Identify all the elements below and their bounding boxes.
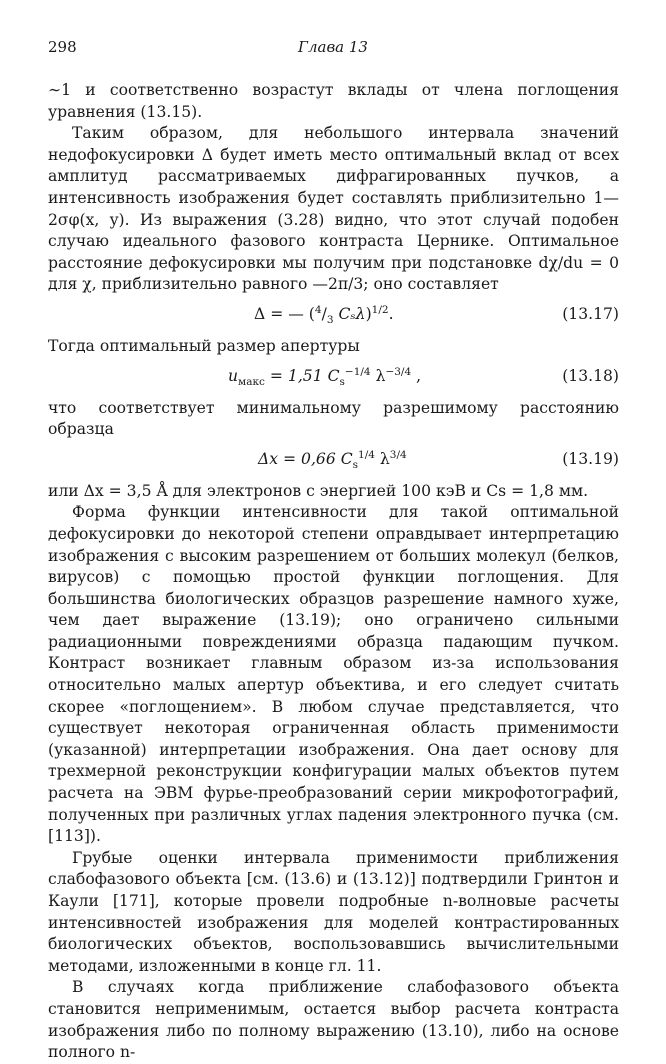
formula-lhs: Δx — [258, 449, 279, 468]
formula-13-18 — [48, 358, 619, 398]
c-exponent: −1/4 — [344, 365, 371, 378]
fraction-denominator: 3 — [326, 314, 334, 327]
running-head: Глава 13 — [298, 38, 368, 56]
formula-13-19 — [48, 441, 619, 481]
paragraph-cases: В случаях когда приближение слабофазового объекта становится неприменимым, остается выбор расчета контраста изображения либо по полному выражению (13.10), либо на основе полного n- — [48, 978, 619, 1062]
c-subscript: s — [352, 458, 359, 471]
formula-expression — [258, 449, 407, 471]
formula-lhs: Δ = — — [254, 304, 304, 323]
paragraph-aperture: Тогда оптимальный размер апертуры — [48, 336, 360, 355]
formula-lhs: u — [228, 366, 239, 385]
formula-tail: . — [388, 304, 394, 323]
formula-body: Cₛλ — [338, 304, 366, 323]
paragraph-continued: ∼1 и соответственно возрастут вклады от члена поглощения уравнения (13.15). — [48, 81, 619, 121]
formula-expression: Δ = — ($^4/_3$ Cₛλ)$^{1/2}$. — [254, 303, 394, 327]
fraction-numerator: 4 — [314, 303, 322, 316]
lambda: λ — [370, 366, 386, 385]
page-number: 298 — [48, 38, 77, 56]
equation-number: (13.18) — [562, 366, 619, 385]
c-exponent: 1/4 — [358, 448, 375, 461]
formula-lhs-sub: макс — [238, 375, 265, 388]
paragraph-defocus: Таким образом, для небольшого интервала значений недофокусировки Δ будет иметь место оптимальный вклад от всех амплитуд рассматриваемых дифрагированных пучков, а интенсивность изображения будет составлять приблизительно 1—2σφ(x, y). Из выражения (3.28) видно, что этот случай подобен случаю идеального фазового контраста Цернике. Оптимальное расстояние дефокусировки мы получим при подстановке dχ/du = 0 для χ, приблизительно равного —2π/3; оно составляет — [48, 124, 619, 294]
c-subscript: s — [339, 375, 345, 388]
body-text — [48, 80, 619, 1064]
formula-13-17 — [48, 296, 619, 336]
lambda-exponent: 3/4 — [389, 448, 407, 461]
lambda: λ — [374, 449, 390, 468]
paragraph-resolution: что соответствует минимальному разрешимому расстоянию образца — [48, 398, 619, 439]
paragraph-intensity: Форма функции интенсивности для такой оптимальной дефокусировки до некоторой степени оправдывает интерпретацию изображения с высоким разрешением от больших молекул (белков, вирусов) с помощью простой функции поглощения. Для большинства биологических образцов разрешение намного хуже, чем дает выражение (13.19); оно ограничено сильными радиационными повреждениями образца падающим пучком. Контраст возникает главным образом из-за использования относительно малых апертур объектива, и его следует считать скорее «поглощением». В любом случае представляется, что существует некоторая ограниченная область применимости (указанной) интерпретации изображения. Она дает основу для трехмерной реконструкции конфигурации малых объектов путем расчета на ЭВМ фурье-преобразований серии микрофотографий, полученных при различных углах падения электронного пучка (см. [113]). — [48, 503, 619, 846]
formula-expression — [228, 366, 421, 388]
paragraph-numeric: или Δx = 3,5 Å для электронов с энергией 100 кэВ и Cs = 1,8 мм. — [48, 481, 589, 500]
formula-eq: = 0,66 C — [278, 449, 353, 468]
equation-number: (13.17) — [562, 304, 619, 323]
page-header — [48, 38, 618, 62]
formula-eq: = 1,51 C — [264, 366, 340, 385]
formula-exponent: 1/2 — [371, 303, 389, 316]
equation-number: (13.19) — [562, 449, 619, 468]
lambda-exponent: −3/4 — [385, 365, 412, 378]
formula-tail: , — [411, 366, 422, 385]
paragraph-estimates: Грубые оценки интервала применимости приближения слабофазового объекта [см. (13.6) и (13.12)] подтвердили Гринтон и Каули [171], которые провели подробные n-волновые расчеты интенсивностей изображения для моделей контрастированных биологических объектов, воспользовавшись вычислительными методами, изложенными в конце гл. 11. — [48, 848, 619, 975]
